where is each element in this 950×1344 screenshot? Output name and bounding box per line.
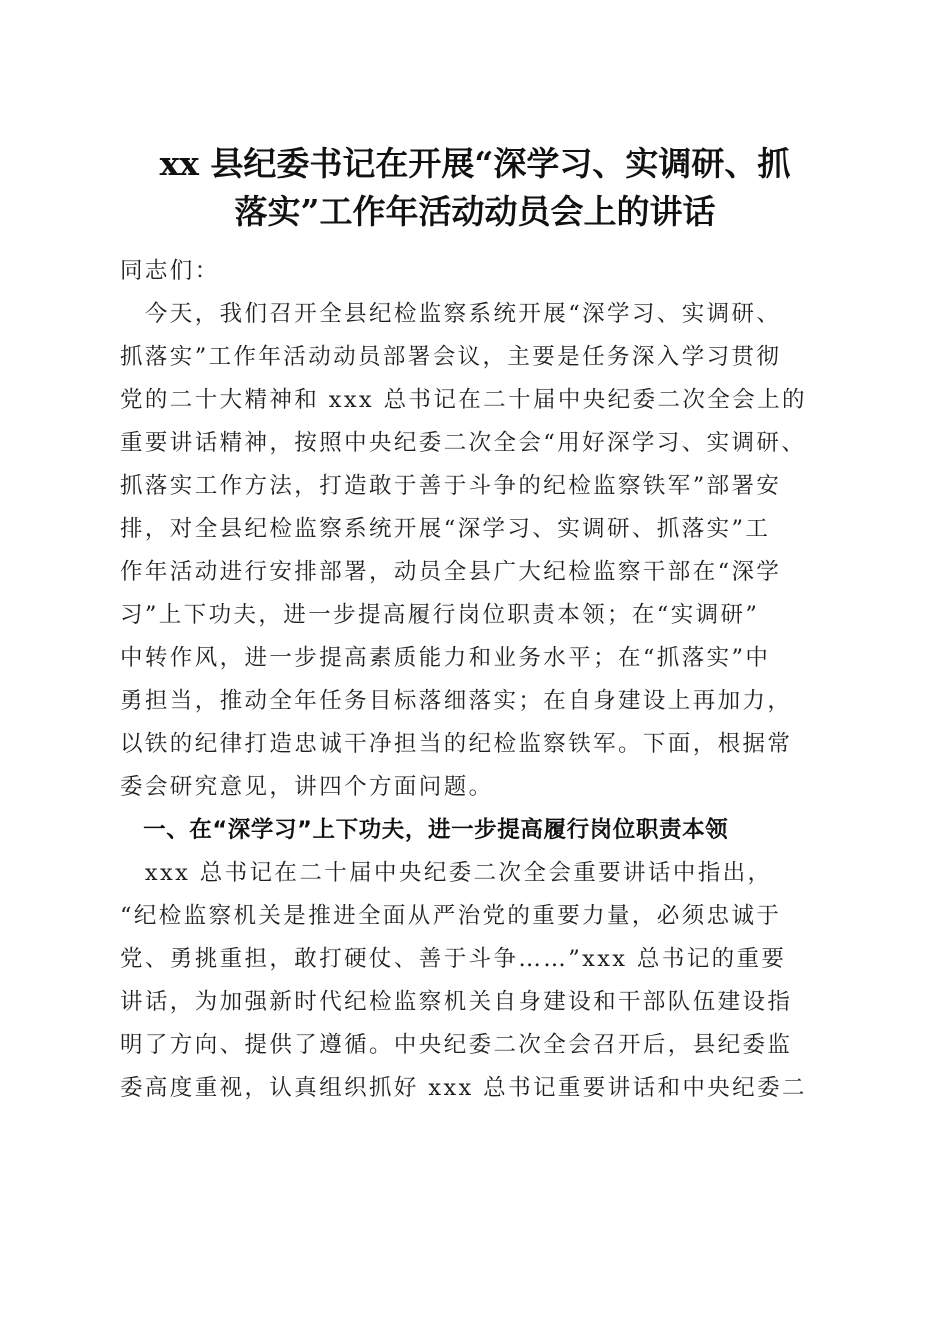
title-line-1: xx 县纪委书记在开展“深学习、实调研、抓 [159,144,791,183]
paragraph-line: 今天，我们召开全县纪检监察系统开展“深学习、实调研、 [120,301,782,327]
paragraph-line: 以铁的纪律打造忠诚干净担当的纪检监察铁军。下面，根据常 [120,731,793,757]
title-line-2: 落实”工作年活动动员会上的讲话 [234,192,716,231]
paragraph-line: 勇担当，推动全年任务目标落细落实；在自身建设上再加力， [120,688,793,714]
paragraph-line: 习”上下功夫，进一步提高履行岗位职责本领；在“实调研” [120,602,760,628]
paragraph-line: 党的二十大精神和 xxx 总书记在二十届中央纪委二次全会上的 [120,387,807,413]
section-paragraph-line: xxx 总书记在二十届中央纪委二次全会重要讲话中指出， [120,860,773,886]
section-paragraph-line: 党、勇挑重担，敢打硬仗、善于斗争……”xxx 总书记的重要 [120,946,787,972]
paragraph-line: 作年活动进行安排部署，动员全县广大纪检监察干部在“深学 [120,559,782,585]
paragraph-line: 抓落实工作方法，打造敢于善于斗争的纪检监察铁军”部署安 [120,473,782,499]
paragraph-line: 排，对全县纪检监察系统开展“深学习、实调研、抓落实”工 [120,516,771,542]
salutation: 同志们： [120,258,220,284]
section-paragraph-line: “纪检监察机关是推进全面从严治党的重要力量，必须忠诚于 [120,903,782,929]
section-paragraph-line: 明了方向、提供了遵循。中央纪委二次全会召开后，县纪委监 [120,1032,793,1058]
paragraph-line: 中转作风，进一步提高素质能力和业务水平；在“抓落实”中 [120,645,771,671]
document-body [120,250,840,1110]
document-title [100,140,850,236]
paragraph-line: 委会研究意见，讲四个方面问题。 [120,774,494,800]
section-paragraph-line: 委高度重视，认真组织抓好 xxx 总书记重要讲话和中央纪委二 [120,1075,807,1101]
section-paragraph-line: 讲话，为加强新时代纪检监察机关自身建设和干部队伍建设指 [120,989,793,1015]
paragraph-line: 重要讲话精神，按照中央纪委二次全会“用好深学习、实调研、 [120,430,807,456]
paragraph-line: 抓落实”工作年活动动员部署会议，主要是任务深入学习贯彻 [120,344,782,370]
section-heading: 一、在“深学习”上下功夫，进一步提高履行岗位职责本领 [120,817,729,843]
